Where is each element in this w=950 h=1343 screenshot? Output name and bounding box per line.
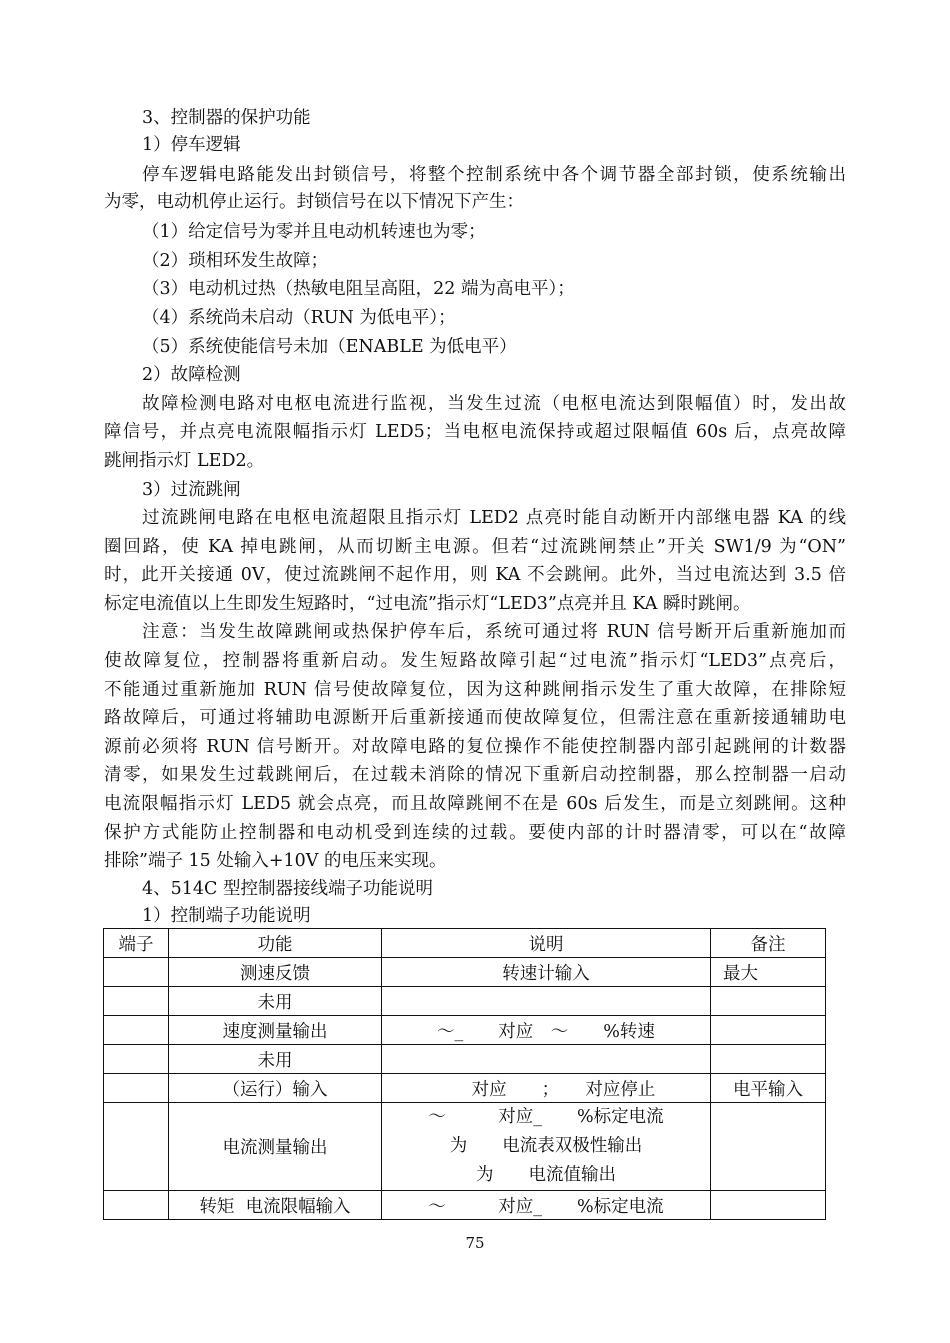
list-item: （2）琐相环发生故障；: [142, 251, 329, 271]
cell-terminal: [104, 1191, 169, 1220]
section-heading-protection: 3、控制器的保护功能: [142, 108, 311, 128]
cell-function: 转矩 电流限幅输入: [169, 1191, 382, 1220]
table-row: [104, 1045, 826, 1074]
cell-function: 未用: [169, 1045, 382, 1074]
cell-note: [711, 1045, 826, 1074]
subsection-title-stop-logic: 1）停车逻辑: [142, 135, 241, 155]
subsection-title-overcurrent-trip: 3）过流跳闸: [142, 480, 241, 500]
paragraph-line: 电流限幅指示灯 LED5 就会点亮，而且故障跳闸不在是 60s 后发生，而是立刻跳闸。这种: [104, 794, 846, 814]
paragraph-line: 标定电流值以上生即发生短路时，“过电流”指示灯“LED3”点亮并且 KA 瞬时跳闸。: [104, 594, 751, 614]
paragraph-line: 路故障后，可通过将辅助电源断开后重新接通而使故障复位，但需注意在重新接通辅助电: [104, 708, 846, 728]
cell-note: [711, 1191, 826, 1220]
table-row: [104, 1016, 826, 1045]
table-row: [104, 987, 826, 1016]
paragraph-line: 不能通过重新施加 RUN 信号使故障复位，因为这种跳闸指示发生了重大故障，在排除短: [104, 680, 846, 700]
cell-note: [711, 1016, 826, 1045]
description-line: 为 电流值输出: [476, 1165, 616, 1185]
cell-note: [711, 987, 826, 1016]
cell-description: 对应 ； 对应停止: [382, 1074, 711, 1103]
header-note: 备注: [711, 929, 826, 958]
cell-function: 测速反馈: [169, 958, 382, 987]
list-item: （5）系统使能信号未加（ENABLE 为低电平）: [142, 337, 517, 357]
paragraph-line: 保护方式能防止控制器和电动机受到连续的过载。要使内部的计时器清零，可以在“故障: [104, 823, 846, 843]
cell-terminal: [104, 1074, 169, 1103]
paragraph-line: 圈回路，使 KA 掉电跳闸，从而切断主电源。但若“过流跳闸禁止”开关 SW1/9 为“ON”: [104, 537, 846, 557]
table-header-row: [104, 929, 826, 958]
description-line: ～ 对应_ %标定电流: [428, 1107, 664, 1127]
cell-terminal: [104, 1045, 169, 1074]
cell-terminal: [104, 1103, 169, 1191]
description-line: 为 电流表双极性输出: [449, 1136, 643, 1156]
table-row: [104, 958, 826, 987]
cell-description: ～ 对应_ %标定电流: [382, 1191, 711, 1220]
cell-description: [382, 1045, 711, 1074]
paragraph-line: 源前必须将 RUN 信号断开。对故障电路的复位操作不能使控制器内部引起跳闸的计数器: [104, 737, 846, 757]
cell-description: [382, 987, 711, 1016]
cell-note: 最大: [711, 958, 826, 987]
cell-description-multiline: [382, 1103, 711, 1191]
cell-terminal: [104, 958, 169, 987]
header-description: 说明: [382, 929, 711, 958]
paragraph-line: 排除”端子 15 处输入+10V 的电压来实现。: [104, 851, 447, 871]
cell-function: 速度测量输出: [169, 1016, 382, 1045]
section-heading-terminals: 4、514C 型控制器接线端子功能说明: [142, 879, 433, 899]
table-row: [104, 1103, 826, 1191]
table-row: [104, 1191, 826, 1220]
paragraph-line: 时，此开关接通 0V，使过流跳闸不起作用，则 KA 不会跳闸。此外，当过电流达到 3.5 倍: [104, 565, 846, 585]
cell-function: 未用: [169, 987, 382, 1016]
header-function: 功能: [169, 929, 382, 958]
paragraph-line: 清零，如果发生过载跳闸后，在过载未消除的情况下重新启动控制器，那么控制器一启动: [104, 765, 846, 785]
cell-terminal: [104, 987, 169, 1016]
list-item: （1）给定信号为零并且电动机转速也为零；: [142, 222, 486, 242]
table-row: [104, 1074, 826, 1103]
cell-description: 转速计输入: [382, 958, 711, 987]
list-item: （4）系统尚未启动（RUN 为低电平）；: [142, 308, 456, 328]
terminal-function-table: [103, 928, 826, 1220]
cell-function: （运行）输入: [169, 1074, 382, 1103]
paragraph-line: 过流跳闸电路在电枢电流超限且指示灯 LED2 点亮时能自动断开内部继电器 KA 的线: [142, 508, 846, 528]
cell-description: ～_ 对应 ～ %转速: [382, 1016, 711, 1045]
cell-function: 电流测量输出: [169, 1103, 382, 1191]
list-item: （3）电动机过热（热敏电阻呈高阻，22 端为高电平）；: [142, 279, 575, 299]
paragraph-line: 停车逻辑电路能发出封锁信号，将整个控制系统中各个调节器全部封锁，使系统输出: [142, 165, 846, 185]
subsection-title-fault-detection: 2）故障检测: [142, 365, 241, 385]
page-number: 75: [465, 1234, 485, 1252]
paragraph-line: 障信号，并点亮电流限幅指示灯 LED5；当电枢电流保持或超过限幅值 60s 后，点亮故障: [104, 422, 846, 442]
paragraph-line: 跳闸指示灯 LED2。: [104, 451, 265, 471]
paragraph-line: 为零，电动机停止运行。封锁信号在以下情况下产生：: [104, 192, 524, 212]
header-terminal: 端子: [104, 929, 169, 958]
paragraph-line: 故障检测电路对电枢电流进行监视，当发生过流（电枢电流达到限幅值）时，发出故: [142, 394, 846, 414]
paragraph-line: 注意：当发生故障跳闸或热保护停车后，系统可通过将 RUN 信号断开后重新施加而: [142, 622, 846, 642]
paragraph-line: 使故障复位，控制器将重新启动。发生短路故障引起“过电流”指示灯“LED3”点亮后，: [104, 651, 846, 671]
subsection-title-control-terminals: 1）控制端子功能说明: [142, 906, 311, 926]
cell-terminal: [104, 1016, 169, 1045]
cell-note: [711, 1103, 826, 1191]
cell-note: 电平输入: [711, 1074, 826, 1103]
